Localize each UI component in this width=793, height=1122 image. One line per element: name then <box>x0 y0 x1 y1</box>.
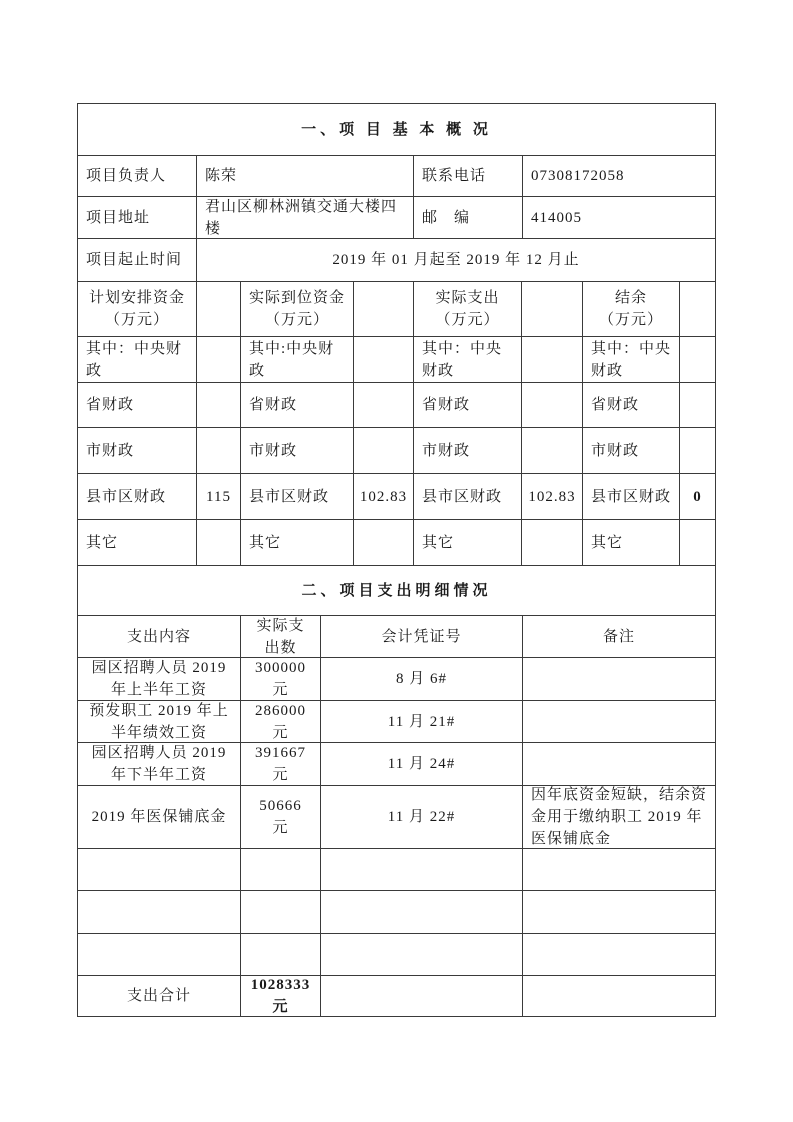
funding-value <box>679 382 716 428</box>
detail-note <box>522 848 716 891</box>
detail-amount <box>240 890 321 934</box>
funding-label: 县市区财政 <box>77 473 197 520</box>
funding-header-line1: 计划安排资金 <box>88 290 185 306</box>
funding-label: 其中：中央财政 <box>77 336 197 383</box>
funding-header-line1: 实际到位资金 <box>249 290 346 306</box>
funding-label: 县市区财政 <box>413 473 522 520</box>
funding-header-3 <box>582 281 680 337</box>
funding-header-value-0 <box>196 281 241 337</box>
detail-header-0: 支出内容 <box>77 615 241 658</box>
project-report-table <box>77 103 715 1016</box>
detail-header-1: 实际支出数 <box>240 615 321 658</box>
detail-content <box>77 933 241 976</box>
funding-value <box>196 519 241 566</box>
total-label: 支出合计 <box>77 975 241 1017</box>
total-amount: 1028333 元 <box>240 975 321 1017</box>
funding-label: 省财政 <box>413 382 522 428</box>
detail-note: 因年底资金短缺，结余资金用于缴纳职工 2019 年医保铺底金 <box>522 785 716 849</box>
detail-content: 园区招聘人员 2019 年下半年工资 <box>77 742 241 786</box>
funding-value <box>353 427 414 474</box>
funding-label: 县市区财政 <box>582 473 680 520</box>
total-note <box>522 975 716 1017</box>
detail-content: 园区招聘人员 2019 年上半年工资 <box>77 657 241 701</box>
detail-amount <box>240 933 321 976</box>
funding-header-line2: （万元） <box>104 312 169 328</box>
funding-label: 市财政 <box>413 427 522 474</box>
funding-header-line2: （万元） <box>264 312 329 328</box>
funding-value <box>679 336 716 383</box>
funding-value <box>521 519 583 566</box>
funding-header-line1: 实际支出 <box>435 290 500 306</box>
funding-header-value-3 <box>679 281 716 337</box>
funding-label: 其它 <box>77 519 197 566</box>
funding-label: 市财政 <box>77 427 197 474</box>
funding-value <box>353 519 414 566</box>
detail-header-2: 会计凭证号 <box>320 615 523 658</box>
manager-label: 项目负责人 <box>77 155 197 197</box>
funding-value <box>679 519 716 566</box>
phone-value: 07308172058 <box>522 155 716 197</box>
funding-label: 其中：中央财政 <box>413 336 522 383</box>
detail-voucher <box>320 848 523 891</box>
funding-label: 其中:中央财政 <box>240 336 354 383</box>
detail-amount: 300000 元 <box>240 657 321 701</box>
address-value: 君山区柳林洲镇交通大楼四楼 <box>196 196 414 239</box>
detail-voucher: 11 月 24# <box>320 742 523 786</box>
funding-value <box>521 427 583 474</box>
funding-header-line2: （万元） <box>598 312 663 328</box>
detail-amount: 50666 元 <box>240 785 321 849</box>
detail-voucher: 11 月 21# <box>320 700 523 743</box>
funding-value <box>679 427 716 474</box>
funding-value <box>353 382 414 428</box>
funding-header-1 <box>240 281 354 337</box>
funding-value <box>521 382 583 428</box>
manager-value: 陈荣 <box>196 155 414 197</box>
address-label: 项目地址 <box>77 196 197 239</box>
phone-label: 联系电话 <box>413 155 523 197</box>
funding-value <box>521 336 583 383</box>
funding-header-line2: （万元） <box>435 312 500 328</box>
detail-note <box>522 742 716 786</box>
funding-header-2 <box>413 281 522 337</box>
detail-content <box>77 890 241 934</box>
funding-header-0 <box>77 281 197 337</box>
postcode-label: 邮 编 <box>413 196 523 239</box>
detail-amount: 391667 元 <box>240 742 321 786</box>
detail-voucher <box>320 890 523 934</box>
funding-label: 其它 <box>582 519 680 566</box>
funding-label: 县市区财政 <box>240 473 354 520</box>
funding-label: 其它 <box>413 519 522 566</box>
funding-value <box>196 382 241 428</box>
funding-label: 其它 <box>240 519 354 566</box>
detail-content <box>77 848 241 891</box>
funding-label: 省财政 <box>240 382 354 428</box>
section2-title: 二、项目支出明细情况 <box>77 565 716 616</box>
detail-voucher: 8 月 6# <box>320 657 523 701</box>
funding-header-line1: 结余 <box>614 290 647 306</box>
funding-value <box>196 427 241 474</box>
detail-amount: 286000 元 <box>240 700 321 743</box>
funding-label: 其中：中央财政 <box>582 336 680 383</box>
detail-header-3: 备注 <box>522 615 716 658</box>
detail-content: 2019 年医保铺底金 <box>77 785 241 849</box>
detail-note <box>522 700 716 743</box>
section1-title: 一、项 目 基 本 概 况 <box>77 103 716 156</box>
funding-label: 省财政 <box>77 382 197 428</box>
funding-header-value-1 <box>353 281 414 337</box>
funding-header-value-2 <box>521 281 583 337</box>
period-value: 2019 年 01 月起至 2019 年 12 月止 <box>196 238 716 282</box>
funding-label: 市财政 <box>582 427 680 474</box>
detail-note <box>522 933 716 976</box>
detail-content: 预发职工 2019 年上半年绩效工资 <box>77 700 241 743</box>
total-voucher <box>320 975 523 1017</box>
detail-voucher <box>320 933 523 976</box>
funding-value: 115 <box>196 473 241 520</box>
funding-value <box>196 336 241 383</box>
funding-label: 市财政 <box>240 427 354 474</box>
detail-amount <box>240 848 321 891</box>
postcode-value: 414005 <box>522 196 716 239</box>
detail-note <box>522 657 716 701</box>
detail-voucher: 11 月 22# <box>320 785 523 849</box>
funding-label: 省财政 <box>582 382 680 428</box>
funding-value: 102.83 <box>353 473 414 520</box>
funding-value: 102.83 <box>521 473 583 520</box>
funding-value <box>353 336 414 383</box>
detail-note <box>522 890 716 934</box>
period-label: 项目起止时间 <box>77 238 197 282</box>
funding-value: 0 <box>679 473 716 520</box>
